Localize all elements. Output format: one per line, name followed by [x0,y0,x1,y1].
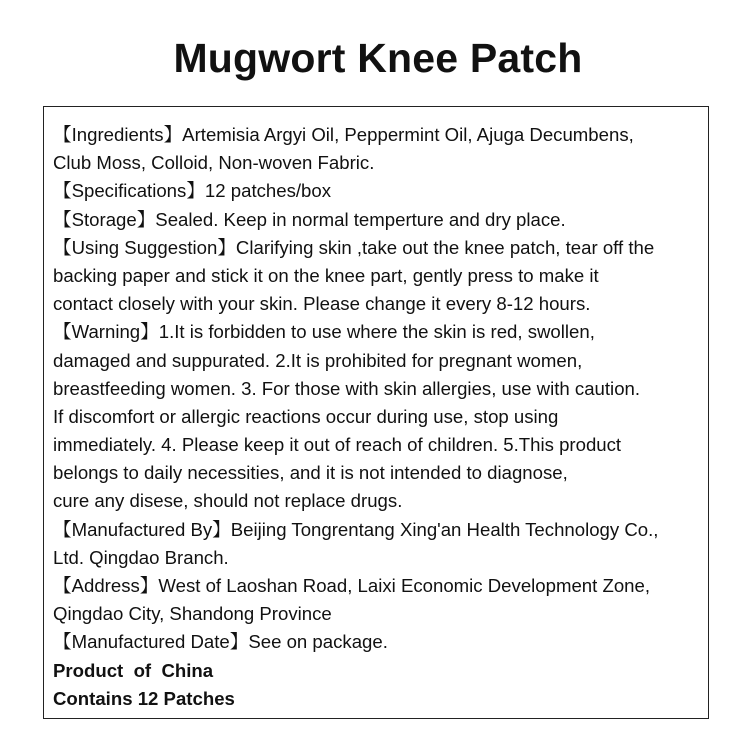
using-suggestion-line-2: backing paper and stick it on the knee part, gently press to make it [53,264,599,286]
origin-line: Product of China [53,659,214,681]
warning-line-1: 【Warning】1.It is forbidden to use where the skin is red, swollen, [53,321,595,343]
warning-line-5: immediately. 4. Please keep it out of reach of children. 5.This product [53,434,622,456]
warning-line-6: belongs to daily necessities, and it is not intended to diagnose, [53,462,568,484]
using-suggestion-line-3: contact closely with your skin. Please change it every 8-12 hours. [53,293,591,315]
manufactured-date-line: 【Manufactured Date】See on package. [53,631,388,653]
warning-line-7: cure any disese, should not replace drugs. [53,490,403,512]
address-line-2: Qingdao City, Shandong Province [53,603,332,625]
manufacturer-line-2: Ltd. Qingdao Branch. [53,546,229,568]
storage-line: 【Storage】Sealed. Keep in normal temperture and dry place. [53,208,566,230]
ingredients-line-2: Club Moss, Colloid, Non-woven Fabric. [53,152,375,174]
warning-line-3: breastfeeding women. 3. For those with skin allergies, use with caution. [53,377,641,399]
address-line-1: 【Address】West of Laoshan Road, Laixi Economic Development Zone, [53,575,651,596]
ingredients-line-1: 【Ingredients】Artemisia Argyi Oil, Peppermint Oil, Ajuga Decumbens, [53,124,634,145]
warning-line-4: If discomfort or allergic reactions occur during use, stop using [53,405,559,427]
manufacturer-line-1: 【Manufactured By】Beijing Tongrentang Xing'an Health Technology Co., [53,518,659,540]
page-title: Mugwort Knee Patch [173,35,583,81]
label-text-block [53,121,713,713]
contents-line: Contains 12 Patches [53,687,235,709]
warning-line-2: damaged and suppurated. 2.It is prohibited for pregnant women, [53,349,583,371]
using-suggestion-line-1: 【Using Suggestion】Clarifying skin ,take out the knee patch, tear off the [53,236,655,258]
specifications-line: 【Specifications】12 patches/box [53,180,332,202]
